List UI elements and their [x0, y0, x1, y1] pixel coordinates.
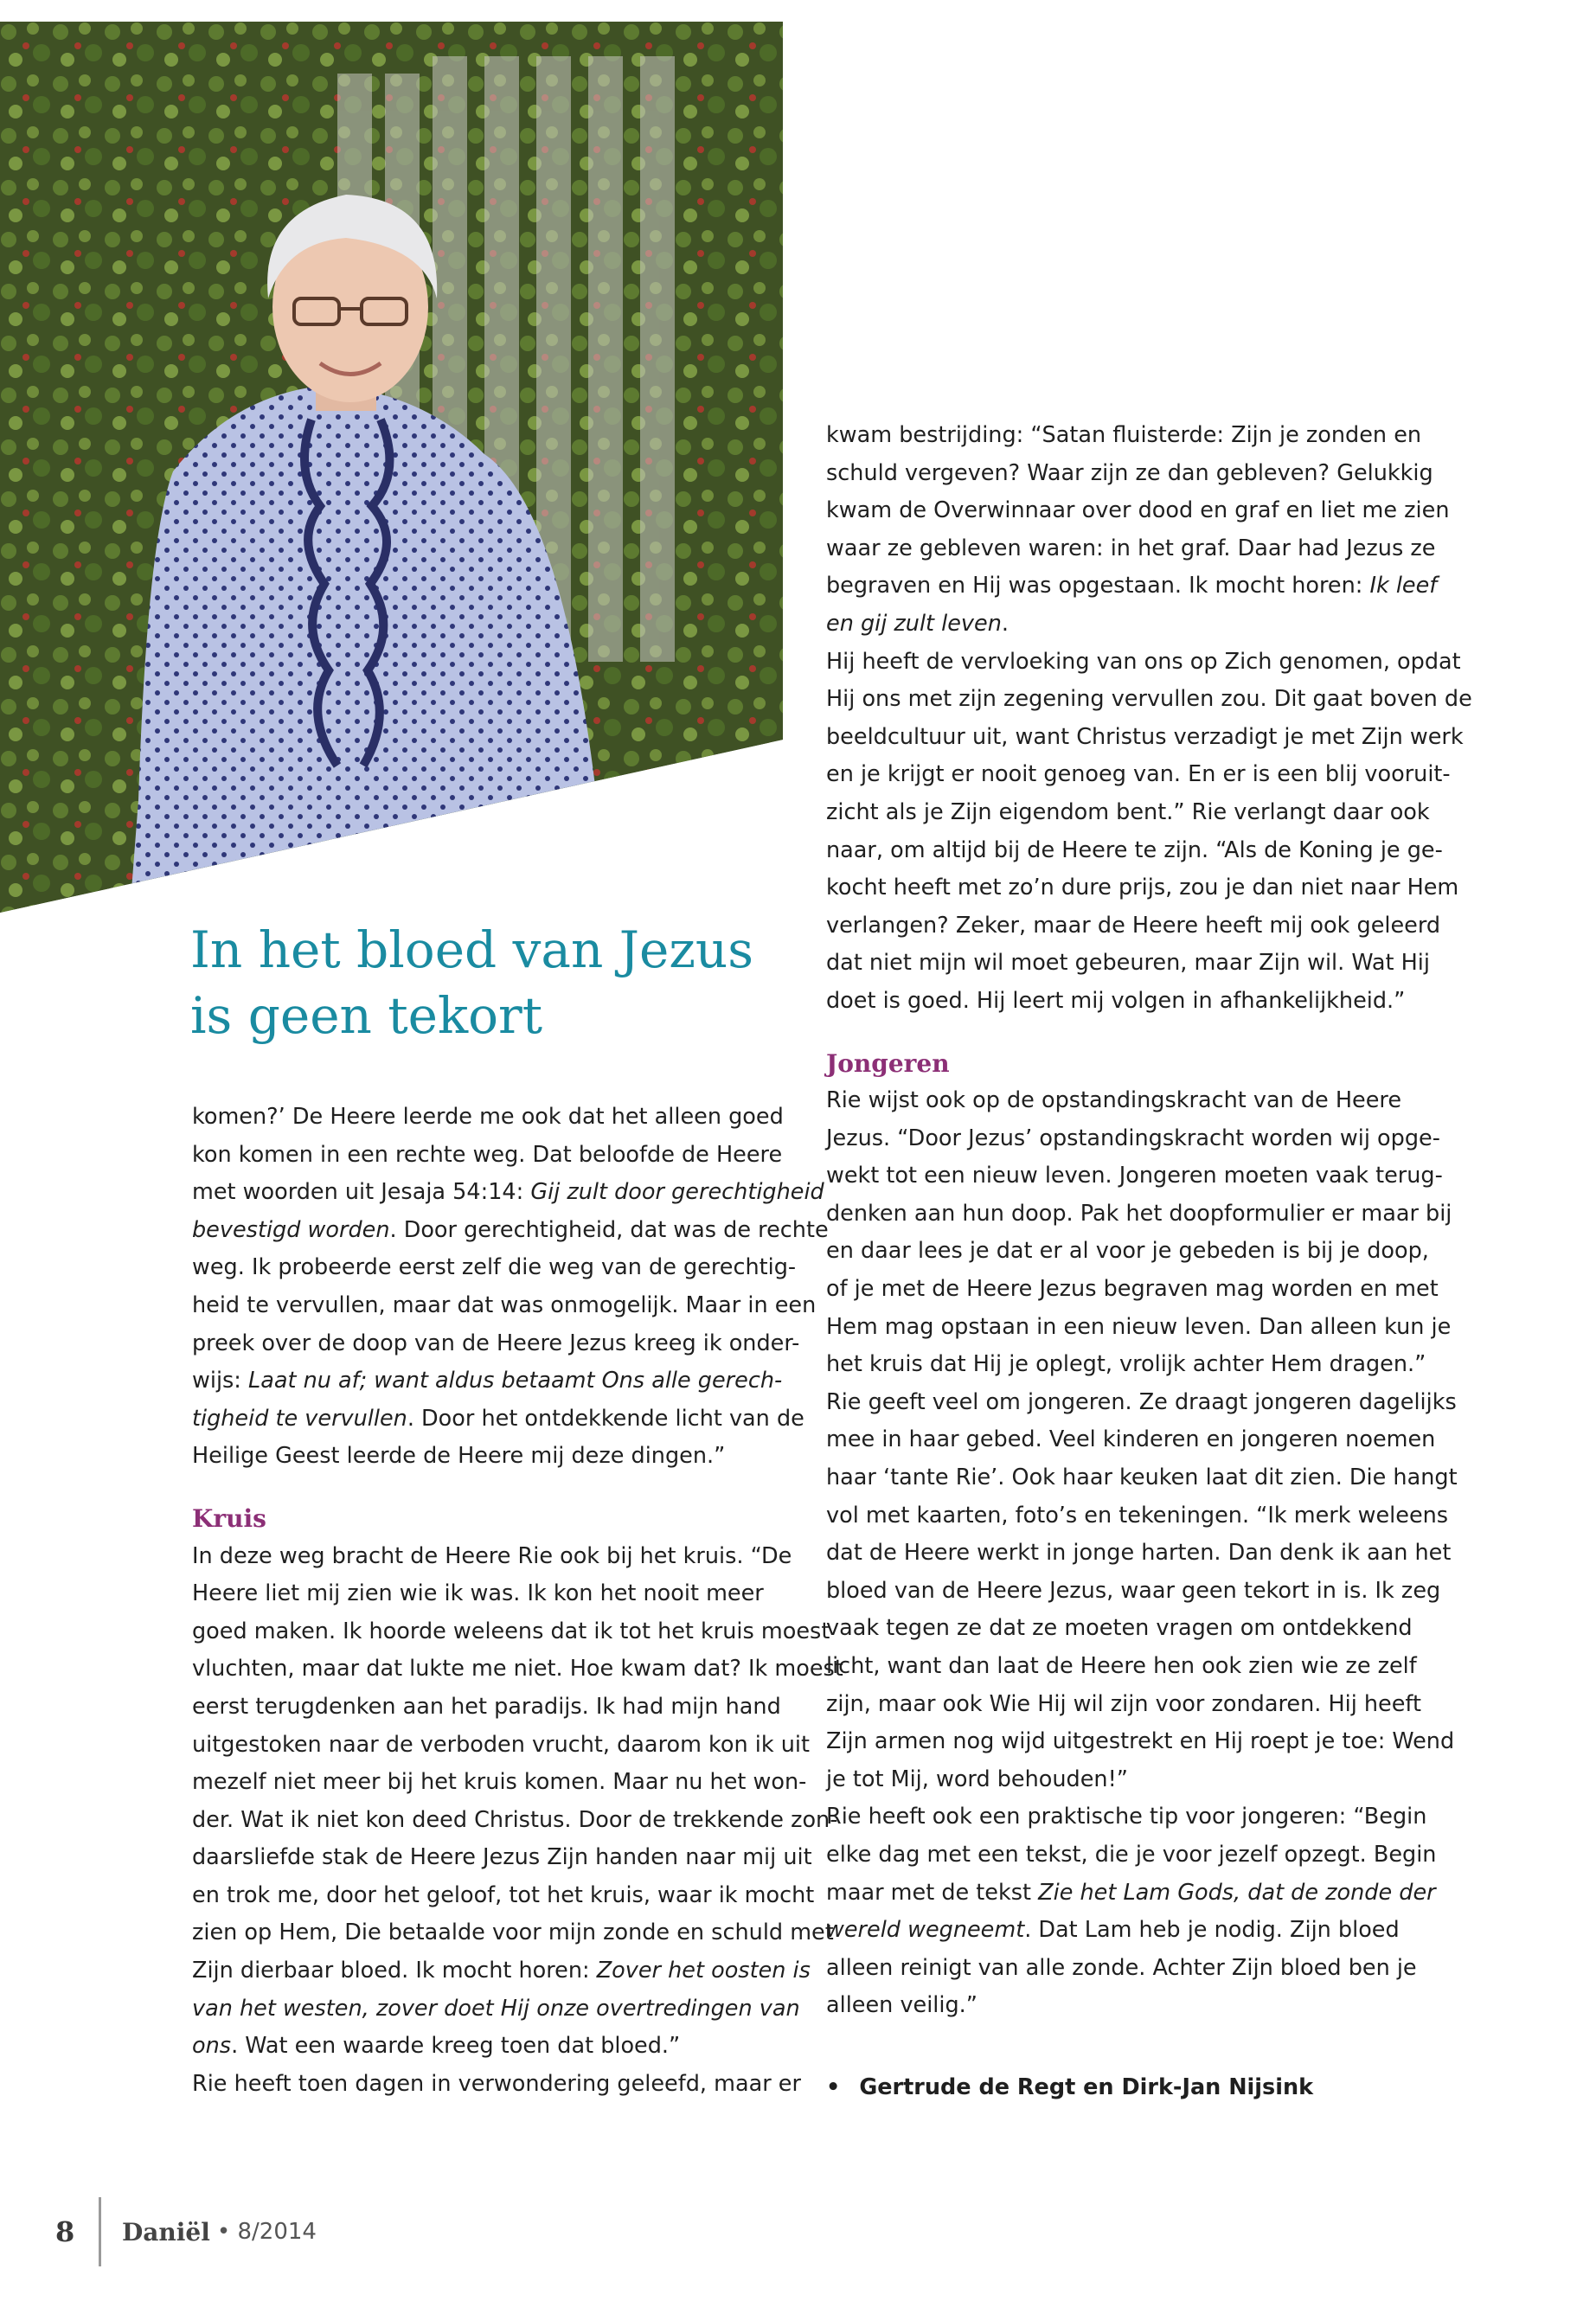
text-line: preek over de doop van de Heere Jezus kreeg ik onder-	[192, 1330, 800, 1356]
text-line: In deze weg bracht de Heere Rie ook bij het kruis. “De	[192, 1542, 792, 1569]
subhead-kruis: Kruis	[192, 1503, 266, 1533]
subhead-jongeren: Jongeren	[826, 1048, 950, 1078]
text-line: eerst terugdenken aan het paradijs. Ik had mijn hand	[192, 1693, 781, 1720]
text-line: zien op Hem, Die betaalde voor mijn zonde en schuld met	[192, 1920, 834, 1946]
scripture-quote: Zover het oosten is	[596, 1958, 811, 1984]
left-paragraph-2	[192, 1538, 843, 2104]
scripture-quote: Gij zult door gerechtigheid	[530, 1179, 824, 1206]
page-footer	[55, 2197, 317, 2266]
text-line	[192, 1400, 804, 1439]
text-span: begraven en Hij was opgestaan. Ik mocht horen:	[826, 573, 1370, 599]
text-line: weg. Ik probeerde eerst zelf die weg van de gerechtig-	[192, 1254, 797, 1281]
text-span: met woorden uit Jesaja 54:14:	[192, 1179, 531, 1206]
text-line: het kruis dat Hij je oplegt, vrolijk achter Hem dragen.”	[826, 1351, 1426, 1378]
text-line: licht, want dan laat de Heere hen ook zien wie ze zelf	[826, 1653, 1417, 1679]
text-line: schuld vergeven? Waar zijn ze dan gebleven? Gelukkig	[826, 459, 1433, 486]
text-span: . Door gerechtigheid, dat was de rechte	[389, 1216, 829, 1243]
text-line	[826, 1875, 1436, 1913]
text-line: doet is goed. Hij leert mij volgen in afhankelijkheid.”	[826, 987, 1406, 1014]
text-line: Heere liet mij zien wie ik was. Ik kon het nooit meer	[192, 1580, 764, 1607]
text-line: verlangen? Zeker, maar de Heere heeft mij ook geleerd	[826, 912, 1441, 939]
text-line: uitgestoken naar de verboden vrucht, daarom kon ik uit	[192, 1731, 810, 1758]
text-span: wijs:	[192, 1368, 249, 1394]
text-line: Zijn armen nog wijd uitgestrekt en Hij roept je toe: Wend	[826, 1728, 1455, 1755]
byline-authors: Gertrude de Regt en Dirk-Jan Nijsink	[859, 2074, 1314, 2100]
right-paragraph-1	[826, 417, 1472, 1021]
bullet-icon: •	[826, 2074, 841, 2100]
scripture-quote: ons	[192, 2033, 232, 2060]
text-line: kwam de Overwinnaar over dood en graf en liet me zien	[826, 497, 1450, 524]
text-line: waar ze gebleven waren: in het graf. Daar had Jezus ze	[826, 535, 1436, 561]
text-line: elke dag met een tekst, die je voor jezelf opzegt. Begin	[826, 1841, 1437, 1868]
text-line	[826, 1912, 1432, 1950]
text-line: goed maken. Ik hoorde weleens dat ik tot het kruis moest	[192, 1618, 830, 1644]
text-line: kwam bestrijding: “Satan fluisterde: Zijn je zonden en	[826, 422, 1422, 448]
text-line: Hij ons met zijn zegening vervullen zou. Dit gaat boven de	[826, 686, 1472, 713]
headline-line-2: is geen tekort	[190, 986, 543, 1045]
text-line: zicht als je Zijn eigendom bent.” Rie verlangt daar ook	[826, 798, 1430, 825]
text-line: Heilige Geest leerde de Heere mij deze dingen.”	[192, 1443, 726, 1470]
text-line	[826, 567, 1438, 606]
text-line	[192, 1174, 824, 1212]
portrait-illustration	[0, 22, 783, 913]
scripture-quote: tigheid te vervullen	[192, 1405, 407, 1432]
scripture-quote: wereld wegneemt	[826, 1917, 1025, 1944]
text-line	[192, 1212, 829, 1250]
text-line: naar, om altijd bij de Heere te zijn. “Als de Koning je ge-	[826, 836, 1443, 863]
text-line: Rie geeft veel om jongeren. Ze draagt jongeren dagelijks	[826, 1388, 1457, 1415]
text-line: Rie heeft ook een praktische tip voor jongeren: “Begin	[826, 1804, 1427, 1830]
author-byline	[826, 2074, 1313, 2100]
text-line: en daar lees je dat er al voor je gebeden is bij je doop,	[826, 1238, 1429, 1265]
text-line	[192, 1362, 789, 1400]
text-line: kocht heeft met zo’n dure prijs, zou je dan niet naar Hem	[826, 875, 1459, 901]
text-line: alleen veilig.”	[826, 1992, 977, 2019]
text-line: vluchten, maar dat lukte me niet. Hoe kwam dat? Ik moest	[192, 1656, 843, 1682]
portrait-photo	[0, 22, 783, 913]
paragraph-gap	[826, 1021, 1432, 1045]
text-span: . Dat Lam heb je nodig. Zijn bloed	[1024, 1917, 1400, 1944]
article-headline	[190, 917, 796, 1048]
text-span: . Door het ontdekkende licht van de	[407, 1405, 804, 1432]
text-line: Rie heeft toen dagen in verwondering geleefd, maar er	[192, 2070, 801, 2097]
text-span: .	[1001, 610, 1009, 637]
headline-line-1: In het bloed van Jezus	[190, 920, 753, 979]
text-line: mezelf niet meer bij het kruis komen. Maar nu het won-	[192, 1769, 807, 1796]
right-column	[826, 417, 1472, 2025]
text-line: vaak tegen ze dat ze moeten vragen om ontdekkend	[826, 1615, 1413, 1642]
text-span: Zijn dierbaar bloed. Ik mocht horen:	[192, 1958, 597, 1984]
text-line: haar ‘tante Rie’. Ook haar keuken laat dit zien. Die hangt	[826, 1465, 1458, 1491]
text-line: en trok me, door het geloof, tot het kruis, waar ik mocht	[192, 1881, 815, 1908]
scripture-quote: bevestigd worden	[192, 1216, 390, 1243]
text-line: bloed van de Heere Jezus, waar geen tekort in is. Ik zeg	[826, 1577, 1441, 1604]
text-line: der. Wat ik niet kon deed Christus. Door de trekkende zon-	[192, 1806, 838, 1833]
text-line: en je krijgt er nooit genoeg van. En er is een blij vooruit-	[826, 761, 1451, 788]
text-line: Hem mag opstaan in een nieuw leven. Dan alleen kun je	[826, 1313, 1452, 1340]
text-line: daarsliefde stak de Heere Jezus Zijn handen naar mij uit	[192, 1844, 812, 1871]
text-line: Jezus. “Door Jezus’ opstandingskracht worden wij opge-	[826, 1125, 1440, 1151]
text-line: wekt tot een nieuw leven. Jongeren moeten vaak terug-	[826, 1163, 1443, 1189]
footer-divider	[99, 2197, 101, 2266]
scripture-quote: Laat nu af; want aldus betaamt Ons alle gerech-	[248, 1368, 783, 1394]
text-line: Hij heeft de vervloeking van ons op Zich genomen, opdat	[826, 648, 1461, 675]
scripture-quote: Zie het Lam Gods, dat de zonde der	[1038, 1879, 1436, 1906]
text-line	[192, 1990, 800, 2029]
text-line: alleen reinigt van alle zonde. Achter Zijn bloed ben je	[826, 1954, 1417, 1981]
paragraph-gap	[192, 1476, 789, 1500]
page-number: 8	[55, 2215, 75, 2248]
issue-number: • 8/2014	[216, 2219, 317, 2245]
text-line: dat de Heere werkt in jonge harten. Dan denk ik aan het	[826, 1540, 1452, 1567]
text-span: maar met de tekst	[826, 1879, 1039, 1906]
text-line: heid te vervullen, maar dat was onmogelijk. Maar in een	[192, 1292, 817, 1318]
left-column	[192, 1099, 843, 2103]
text-line: dat niet mijn wil moet gebeuren, maar Zijn wil. Wat Hij	[826, 950, 1430, 977]
text-line	[192, 1952, 811, 1990]
scripture-quote: van het westen, zover doet Hij onze overtredingen van	[192, 1995, 800, 2022]
text-line: of je met de Heere Jezus begraven mag worden en met	[826, 1276, 1439, 1303]
text-line: beeldcultuur uit, want Christus verzadigt je met Zijn werk	[826, 723, 1464, 750]
text-line: Rie wijst ook op de opstandingskracht van de Heere	[826, 1087, 1402, 1114]
text-line: mee in haar gebed. Veel kinderen en jongeren noemen	[826, 1426, 1436, 1453]
text-line: vol met kaarten, foto’s en tekeningen. “Ik merk weleens	[826, 1502, 1449, 1529]
scripture-quote: Ik leef	[1369, 573, 1438, 599]
text-line: denken aan hun doop. Pak het doopformulier er maar bij	[826, 1200, 1452, 1227]
text-line: komen?’ De Heere leerde me ook dat het alleen goed	[192, 1104, 784, 1130]
scripture-quote: en gij zult leven	[826, 610, 1002, 637]
magazine-name: Daniël	[122, 2217, 210, 2247]
left-paragraph-1	[192, 1099, 829, 1476]
text-line: kon komen in een rechte weg. Dat beloofde de Heere	[192, 1141, 783, 1168]
text-line: zijn, maar ook Wie Hij wil zijn voor zondaren. Hij heeft	[826, 1690, 1421, 1717]
text-line	[192, 2028, 789, 2066]
text-span: . Wat een waarde kreeg toen dat bloed.”	[231, 2033, 681, 2060]
right-paragraph-2	[826, 1082, 1458, 2025]
text-line	[826, 606, 1432, 644]
text-line: je tot Mij, word behouden!”	[826, 1766, 1129, 1792]
